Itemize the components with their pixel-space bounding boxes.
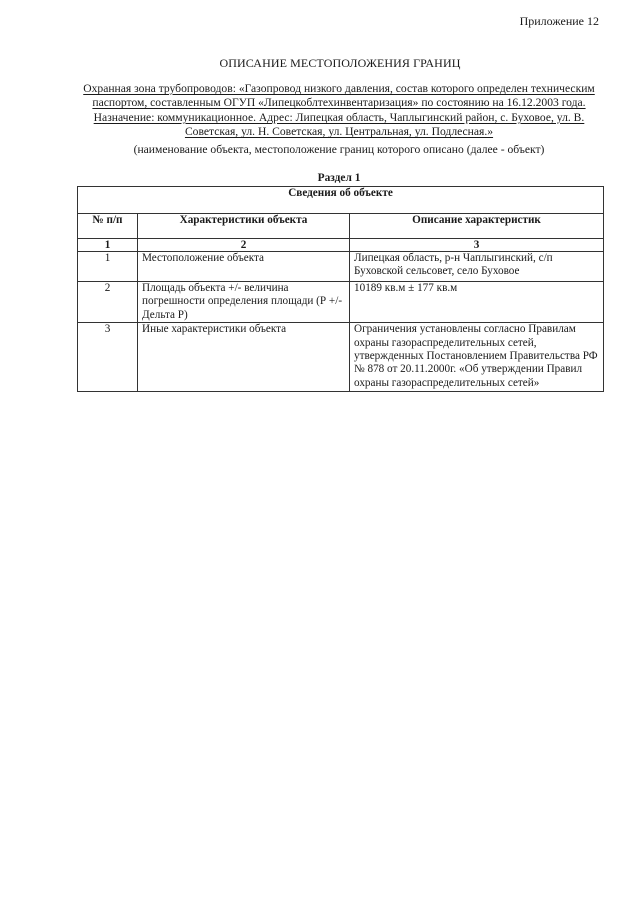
- row-number: 1: [78, 252, 138, 282]
- row-number: 3: [78, 323, 138, 392]
- header-characteristic: Характеристики объекта: [138, 214, 350, 239]
- table-caption-row: [78, 187, 604, 214]
- appendix-label: Приложение 12: [519, 14, 599, 28]
- column-number: 2: [138, 239, 350, 252]
- row-number: 2: [78, 282, 138, 323]
- section-title: Раздел 1: [317, 172, 361, 184]
- table-row: [78, 282, 604, 323]
- header-number: № п/п: [78, 214, 138, 239]
- table-header-row: [78, 214, 604, 239]
- row-characteristic: Площадь объекта +/- величина погрешности определения площади (Р +/- Дельта Р): [138, 282, 350, 323]
- document-title: ОПИСАНИЕ МЕСТОПОЛОЖЕНИЯ ГРАНИЦ: [219, 56, 461, 70]
- column-number: 1: [78, 239, 138, 252]
- header-description: Описание характеристик: [350, 214, 604, 239]
- column-number: 3: [350, 239, 604, 252]
- object-description: Охранная зона трубопроводов: «Газопровод низкого давления, состав которого определен техническим паспортом, составленным ОГУП «Липецкоблтехинвентаризация» по состоянию на 16.12.2003 года. Назначение: коммуникационное. Адрес: Липецкая область, Чаплыгинский район, с. Буховое, ул. В. Советская, ул. Н. Советская, ул. Центральная, ул. Подлесная.»: [83, 82, 595, 139]
- object-caption: (наименование объекта, местоположение границ которого описано (далее - объект): [133, 143, 545, 156]
- row-description: 10189 кв.м ± 177 кв.м: [350, 282, 604, 323]
- row-description: Липецкая область, р-н Чаплыгинский, с/п Буховской сельсовет, село Буховое: [350, 252, 604, 282]
- row-characteristic: Иные характеристики объекта: [138, 323, 350, 392]
- table-row: [78, 323, 604, 392]
- row-description: Ограничения установлены согласно Правилам охраны газораспределительных сетей, утвержденных Постановлением Правительства РФ № 878 от 20.11.2000г. «Об утверждении Правил охраны газораспределительных сетей»: [350, 323, 604, 392]
- table-caption: Сведения об объекте: [78, 187, 604, 214]
- column-numbers-row: [78, 239, 604, 252]
- object-info-table: [77, 186, 604, 392]
- table-row: [78, 252, 604, 282]
- row-characteristic: Местоположение объекта: [138, 252, 350, 282]
